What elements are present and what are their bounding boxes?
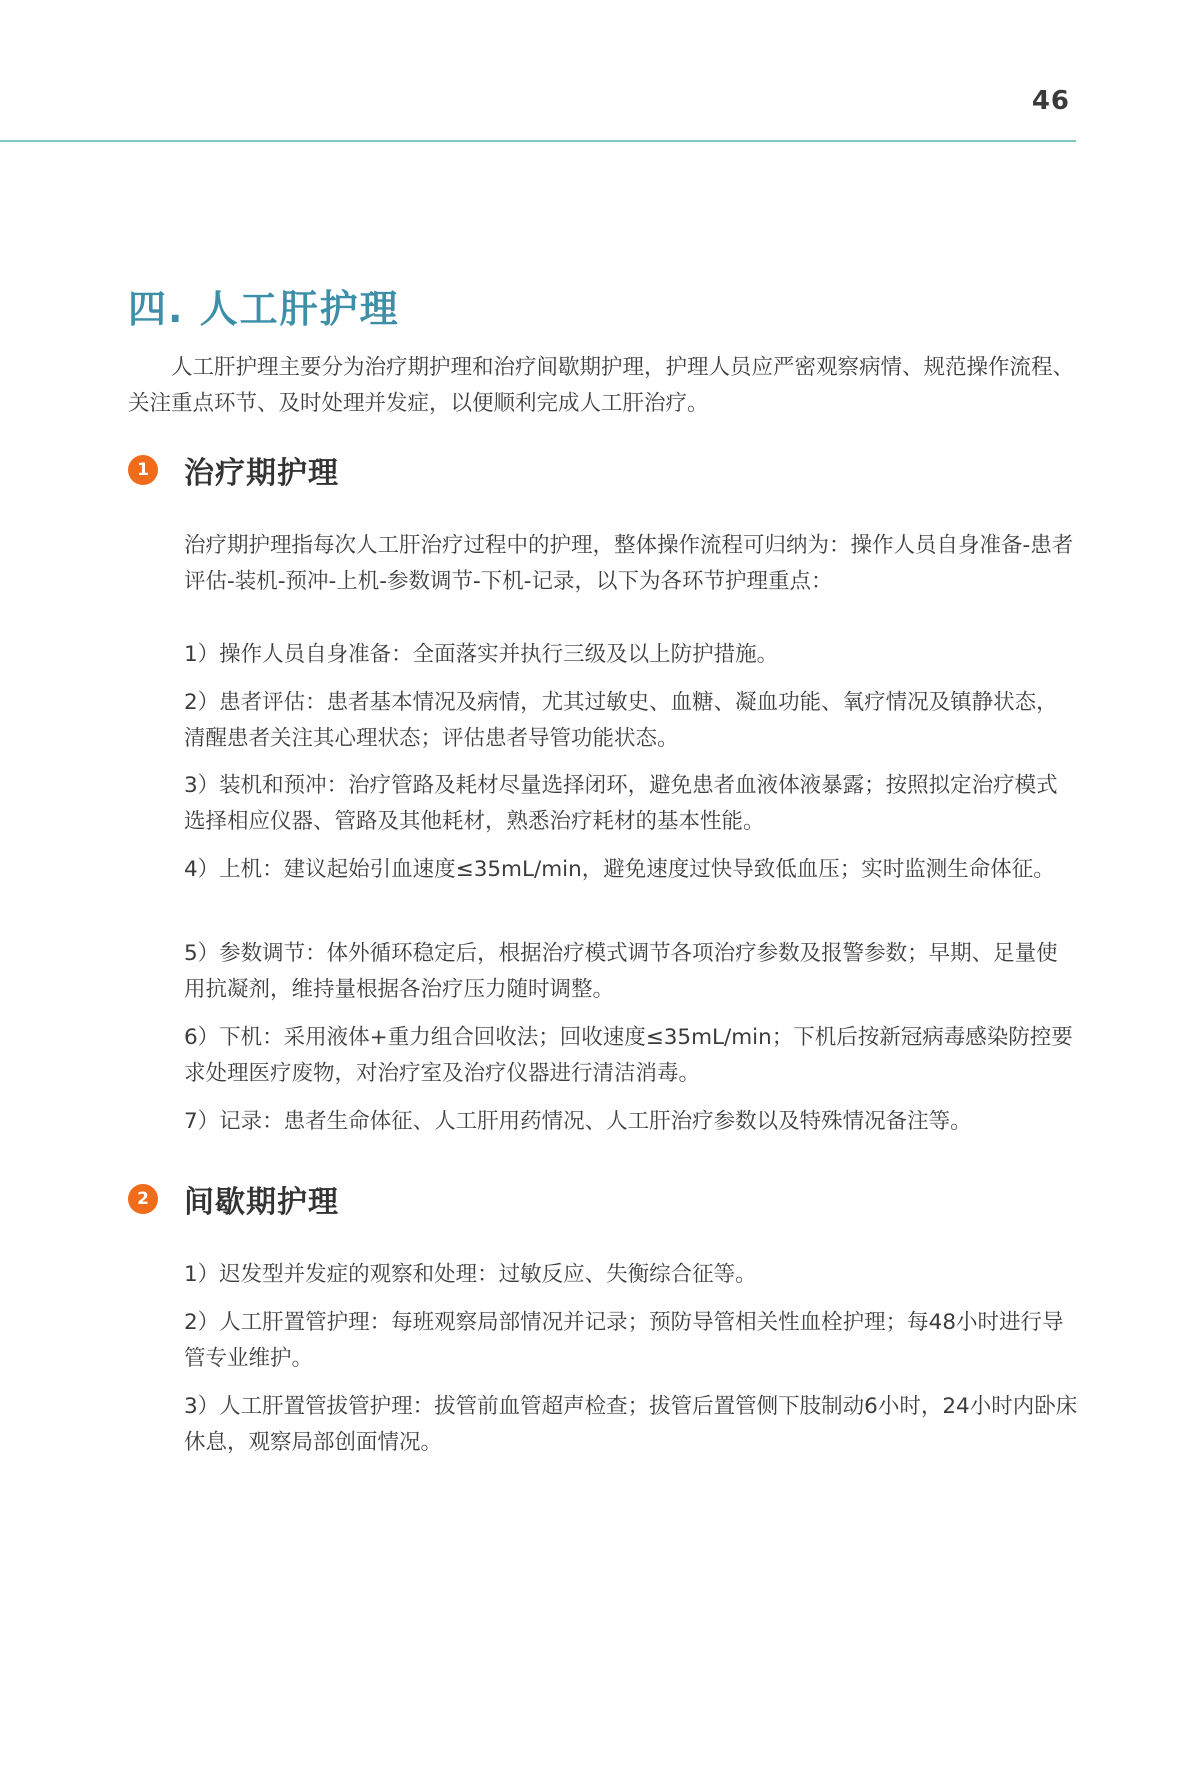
- interval-item: 2）人工肝置管护理：每班观察局部情况并记录；预防导管相关性血栓护理；每48小时进行导管专业维护。: [184, 1310, 1064, 1371]
- subsection-title: 治疗期护理: [184, 456, 339, 491]
- interval-item: 3）人工肝置管拔管护理：拔管前血管超声检查；拔管后置管侧下肢制动6小时，24小时内卧床休息，观察局部创面情况。: [184, 1394, 1078, 1455]
- interval-item: 1）迟发型并发症的观察和处理：过敏反应、失衡综合征等。: [184, 1262, 757, 1287]
- page-number: 46: [1031, 86, 1070, 116]
- section-title: 四. 人工肝护理: [128, 287, 400, 331]
- subsection-title: 间歇期护理: [184, 1185, 339, 1220]
- treatment-item: 7）记录：患者生命体征、人工肝用药情况、人工肝治疗参数以及特殊情况备注等。: [184, 1109, 972, 1134]
- treatment-item: 1）操作人员自身准备：全面落实并执行三级及以上防护措施。: [184, 642, 779, 667]
- treatment-item: 2）患者评估：患者基本情况及病情，尤其过敏史、血糖、凝血功能、氧疗情况及镇静状态，清醒患者关注其心理状态；评估患者导管功能状态。: [184, 690, 1058, 751]
- subsection-treatment-heading: [128, 448, 339, 492]
- section-intro: 人工肝护理主要分为治疗期护理和治疗间歇期护理，护理人员应严密观察病情、规范操作流程、关注重点环节、及时处理并发症，以便顺利完成人工肝治疗。: [128, 355, 1075, 416]
- subsection-interval-heading: [128, 1177, 339, 1221]
- treatment-item: 3）装机和预冲：治疗管路及耗材尽量选择闭环，避免患者血液体液暴露；按照拟定治疗模式选择相应仪器、管路及其他耗材，熟悉治疗耗材的基本性能。: [184, 773, 1058, 834]
- treatment-item: 6）下机：采用液体+重力组合回收法；回收速度≤35mL/min；下机后按新冠病毒感染防控要求处理医疗废物，对治疗室及治疗仪器进行清洁消毒。: [184, 1025, 1073, 1086]
- number-badge-2: 2: [128, 1184, 158, 1214]
- treatment-item: 4）上机：建议起始引血速度≤35mL/min，避免速度过快导致低血压；实时监测生命体征。: [184, 857, 1055, 882]
- header-divider: [0, 140, 1076, 142]
- treatment-item: 5）参数调节：体外循环稳定后，根据治疗模式调节各项治疗参数及报警参数；早期、足量使用抗凝剂，维持量根据各治疗压力随时调整。: [184, 941, 1058, 1002]
- number-badge-1: 1: [128, 455, 158, 485]
- treatment-lead-paragraph: 治疗期护理指每次人工肝治疗过程中的护理，整体操作流程可归纳为：操作人员自身准备-患者评估-装机-预冲-上机-参数调节-下机-记录，以下为各环节护理重点：: [184, 533, 1074, 594]
